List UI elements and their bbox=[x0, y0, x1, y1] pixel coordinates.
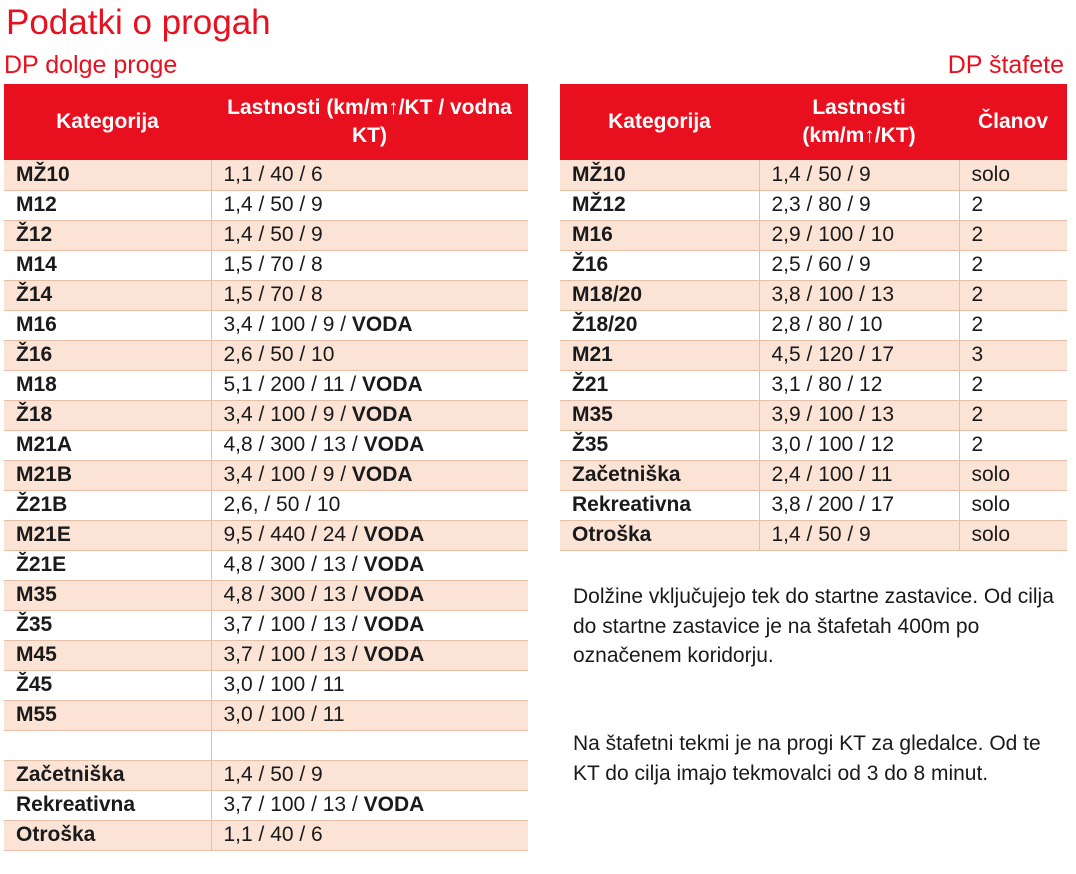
category-cell: M35 bbox=[4, 580, 211, 610]
properties-cell bbox=[211, 730, 528, 760]
properties-cell bbox=[211, 400, 528, 430]
table-row bbox=[560, 370, 1067, 400]
note-spectator-control: Na štafetni tekmi je na progi KT za gledalce. Od te KT do cilja imajo tekmovalci od 3 do 8 minut. bbox=[573, 732, 1041, 785]
category-cell: Ž35 bbox=[560, 430, 759, 460]
table-row bbox=[560, 400, 1067, 430]
properties-text: 3,7 / 100 / 13 / bbox=[223, 793, 364, 816]
properties-cell: 2,8 / 80 / 10 bbox=[759, 310, 959, 340]
properties-cell: 2,5 / 60 / 9 bbox=[759, 250, 959, 280]
category-cell: M12 bbox=[4, 190, 211, 220]
category-cell: M16 bbox=[560, 220, 759, 250]
relay-table bbox=[560, 84, 1067, 551]
water-control-label: VODA bbox=[351, 463, 413, 486]
properties-text: 1,4 / 50 / 9 bbox=[223, 193, 323, 216]
properties-cell bbox=[211, 790, 528, 820]
category-cell: Ž16 bbox=[560, 250, 759, 280]
properties-cell bbox=[211, 460, 528, 490]
long-header-category: Kategorija bbox=[4, 84, 211, 160]
members-cell: solo bbox=[959, 520, 1067, 550]
note-lengths: Dolžine vključujejo tek do startne zastavice. Od cilja do startne zastavice je na štafetah 400m po označenem koridorju. bbox=[573, 585, 1054, 667]
members-cell: 2 bbox=[959, 370, 1067, 400]
properties-cell bbox=[211, 160, 528, 190]
table-row bbox=[4, 550, 528, 580]
table-row bbox=[4, 760, 528, 790]
table-row bbox=[4, 670, 528, 700]
relay-header-members: Članov bbox=[959, 84, 1067, 160]
properties-cell bbox=[211, 220, 528, 250]
table-row bbox=[4, 520, 528, 550]
properties-text: 1,1 / 40 / 6 bbox=[223, 823, 323, 846]
table-row bbox=[560, 340, 1067, 370]
relay-subtitle: DP štafete bbox=[947, 51, 1064, 79]
properties-text: 3,0 / 100 / 11 bbox=[223, 703, 345, 726]
long-course-table bbox=[4, 84, 528, 851]
properties-text: 2,6, / 50 / 10 bbox=[223, 493, 341, 516]
category-cell: Ž12 bbox=[4, 220, 211, 250]
members-cell: 2 bbox=[959, 280, 1067, 310]
category-cell: Ž18/20 bbox=[560, 310, 759, 340]
category-cell: M21 bbox=[560, 340, 759, 370]
water-control-label: VODA bbox=[363, 643, 425, 666]
category-cell: Začetniška bbox=[560, 460, 759, 490]
table-row bbox=[4, 310, 528, 340]
table-row bbox=[4, 700, 528, 730]
properties-cell bbox=[211, 640, 528, 670]
properties-text: 4,8 / 300 / 13 / bbox=[223, 553, 364, 576]
category-cell: M18 bbox=[4, 370, 211, 400]
table-row bbox=[560, 490, 1067, 520]
properties-text: 1,4 / 50 / 9 bbox=[223, 763, 323, 786]
relay-header-properties: Lastnosti (km/m↑/KT) bbox=[759, 84, 959, 160]
page-title: Podatki o progah bbox=[6, 3, 271, 42]
category-cell bbox=[4, 730, 211, 760]
properties-text: 1,1 / 40 / 6 bbox=[223, 162, 323, 186]
properties-cell: 4,5 / 120 / 17 bbox=[759, 340, 959, 370]
properties-cell bbox=[211, 520, 528, 550]
water-control-label: VODA bbox=[363, 613, 425, 636]
long-subtitle: DP dolge proge bbox=[4, 51, 178, 79]
properties-cell: 1,4 / 50 / 9 bbox=[759, 160, 959, 190]
members-cell: 2 bbox=[959, 220, 1067, 250]
water-control-label: VODA bbox=[363, 793, 425, 816]
members-cell: solo bbox=[959, 460, 1067, 490]
table-row bbox=[4, 610, 528, 640]
category-cell: Rekreativna bbox=[4, 790, 211, 820]
properties-cell: 2,3 / 80 / 9 bbox=[759, 190, 959, 220]
properties-text: 1,4 / 50 / 9 bbox=[223, 223, 323, 246]
properties-text: 3,0 / 100 / 11 bbox=[223, 673, 345, 696]
properties-text: 3,4 / 100 / 9 / bbox=[223, 403, 352, 426]
table-row bbox=[4, 460, 528, 490]
category-cell: M21B bbox=[4, 460, 211, 490]
water-control-label: VODA bbox=[363, 553, 425, 576]
properties-cell bbox=[211, 490, 528, 520]
table-row bbox=[4, 370, 528, 400]
members-cell: solo bbox=[959, 490, 1067, 520]
category-cell: Otroška bbox=[560, 520, 759, 550]
category-cell: Ž21B bbox=[4, 490, 211, 520]
table-row bbox=[4, 280, 528, 310]
table-row bbox=[560, 310, 1067, 340]
category-cell: MŽ12 bbox=[560, 190, 759, 220]
properties-text: 3,7 / 100 / 13 / bbox=[223, 613, 364, 636]
properties-cell: 3,8 / 200 / 17 bbox=[759, 490, 959, 520]
water-control-label: VODA bbox=[351, 313, 413, 336]
table-row bbox=[560, 160, 1067, 190]
table-row bbox=[4, 340, 528, 370]
properties-text: 4,8 / 300 / 13 / bbox=[223, 433, 364, 456]
table-row bbox=[560, 430, 1067, 460]
properties-cell: 3,9 / 100 / 13 bbox=[759, 400, 959, 430]
table-row bbox=[4, 820, 528, 850]
properties-cell: 3,1 / 80 / 12 bbox=[759, 370, 959, 400]
properties-cell: 3,8 / 100 / 13 bbox=[759, 280, 959, 310]
properties-cell: 3,0 / 100 / 12 bbox=[759, 430, 959, 460]
properties-cell bbox=[211, 430, 528, 460]
table-row bbox=[4, 580, 528, 610]
properties-text: 9,5 / 440 / 24 / bbox=[223, 523, 364, 546]
table-row bbox=[560, 280, 1067, 310]
category-cell: Ž18 bbox=[4, 400, 211, 430]
water-control-label: VODA bbox=[363, 433, 425, 456]
long-header-properties: Lastnosti (km/m↑/KT / vodna KT) bbox=[211, 84, 528, 160]
table-row bbox=[4, 730, 528, 760]
properties-text: 4,8 / 300 / 13 / bbox=[223, 583, 364, 606]
table-row bbox=[4, 220, 528, 250]
properties-cell bbox=[211, 550, 528, 580]
water-control-label: VODA bbox=[351, 403, 413, 426]
category-cell: Ž45 bbox=[4, 670, 211, 700]
properties-cell bbox=[211, 190, 528, 220]
properties-text: 3,7 / 100 / 13 / bbox=[223, 643, 364, 666]
members-cell: 2 bbox=[959, 190, 1067, 220]
category-cell: M55 bbox=[4, 700, 211, 730]
properties-text: 1,5 / 70 / 8 bbox=[223, 283, 323, 306]
properties-cell bbox=[211, 370, 528, 400]
category-cell: M45 bbox=[4, 640, 211, 670]
category-cell: Rekreativna bbox=[560, 490, 759, 520]
members-cell: 2 bbox=[959, 310, 1067, 340]
category-cell: Ž14 bbox=[4, 280, 211, 310]
category-cell: MŽ10 bbox=[560, 160, 759, 190]
category-cell: Otroška bbox=[4, 820, 211, 850]
members-cell: 2 bbox=[959, 400, 1067, 430]
water-control-label: VODA bbox=[362, 373, 423, 396]
properties-cell bbox=[211, 310, 528, 340]
table-row bbox=[4, 790, 528, 820]
category-cell: M16 bbox=[4, 310, 211, 340]
table-row bbox=[560, 250, 1067, 280]
properties-cell bbox=[211, 760, 528, 790]
category-cell: MŽ10 bbox=[4, 160, 211, 190]
properties-text: 3,4 / 100 / 9 / bbox=[223, 313, 352, 336]
properties-cell bbox=[211, 340, 528, 370]
table-row bbox=[560, 460, 1067, 490]
properties-text: 5,1 / 200 / 11 / bbox=[223, 373, 363, 396]
relay-header-category: Kategorija bbox=[560, 84, 759, 160]
table-row bbox=[4, 250, 528, 280]
members-cell: solo bbox=[959, 160, 1067, 190]
table-row bbox=[4, 400, 528, 430]
members-cell: 2 bbox=[959, 430, 1067, 460]
properties-cell: 2,4 / 100 / 11 bbox=[759, 460, 959, 490]
water-control-label: VODA bbox=[363, 583, 425, 606]
table-row bbox=[560, 220, 1067, 250]
category-cell: M18/20 bbox=[560, 280, 759, 310]
table-row bbox=[4, 430, 528, 460]
category-cell: Ž35 bbox=[4, 610, 211, 640]
properties-cell bbox=[211, 820, 528, 850]
table-row bbox=[4, 190, 528, 220]
table-row bbox=[560, 520, 1067, 550]
properties-cell bbox=[211, 280, 528, 310]
properties-cell bbox=[211, 670, 528, 700]
members-cell: 3 bbox=[959, 340, 1067, 370]
category-cell: Ž21 bbox=[560, 370, 759, 400]
properties-cell: 1,4 / 50 / 9 bbox=[759, 520, 959, 550]
properties-cell: 2,9 / 100 / 10 bbox=[759, 220, 959, 250]
properties-cell bbox=[211, 250, 528, 280]
properties-cell bbox=[211, 700, 528, 730]
category-cell: M14 bbox=[4, 250, 211, 280]
category-cell: M21E bbox=[4, 520, 211, 550]
table-row bbox=[560, 190, 1067, 220]
category-cell: Ž16 bbox=[4, 340, 211, 370]
category-cell: Ž21E bbox=[4, 550, 211, 580]
category-cell: M35 bbox=[560, 400, 759, 430]
properties-text: 3,4 / 100 / 9 / bbox=[223, 463, 352, 486]
properties-cell bbox=[211, 610, 528, 640]
properties-text: 1,5 / 70 / 8 bbox=[223, 253, 323, 276]
water-control-label: VODA bbox=[363, 523, 425, 546]
properties-cell bbox=[211, 580, 528, 610]
members-cell: 2 bbox=[959, 250, 1067, 280]
table-row bbox=[4, 640, 528, 670]
table-row bbox=[4, 490, 528, 520]
category-cell: M21A bbox=[4, 430, 211, 460]
category-cell: Začetniška bbox=[4, 760, 211, 790]
properties-text: 2,6 / 50 / 10 bbox=[223, 343, 335, 366]
table-row bbox=[4, 160, 528, 190]
